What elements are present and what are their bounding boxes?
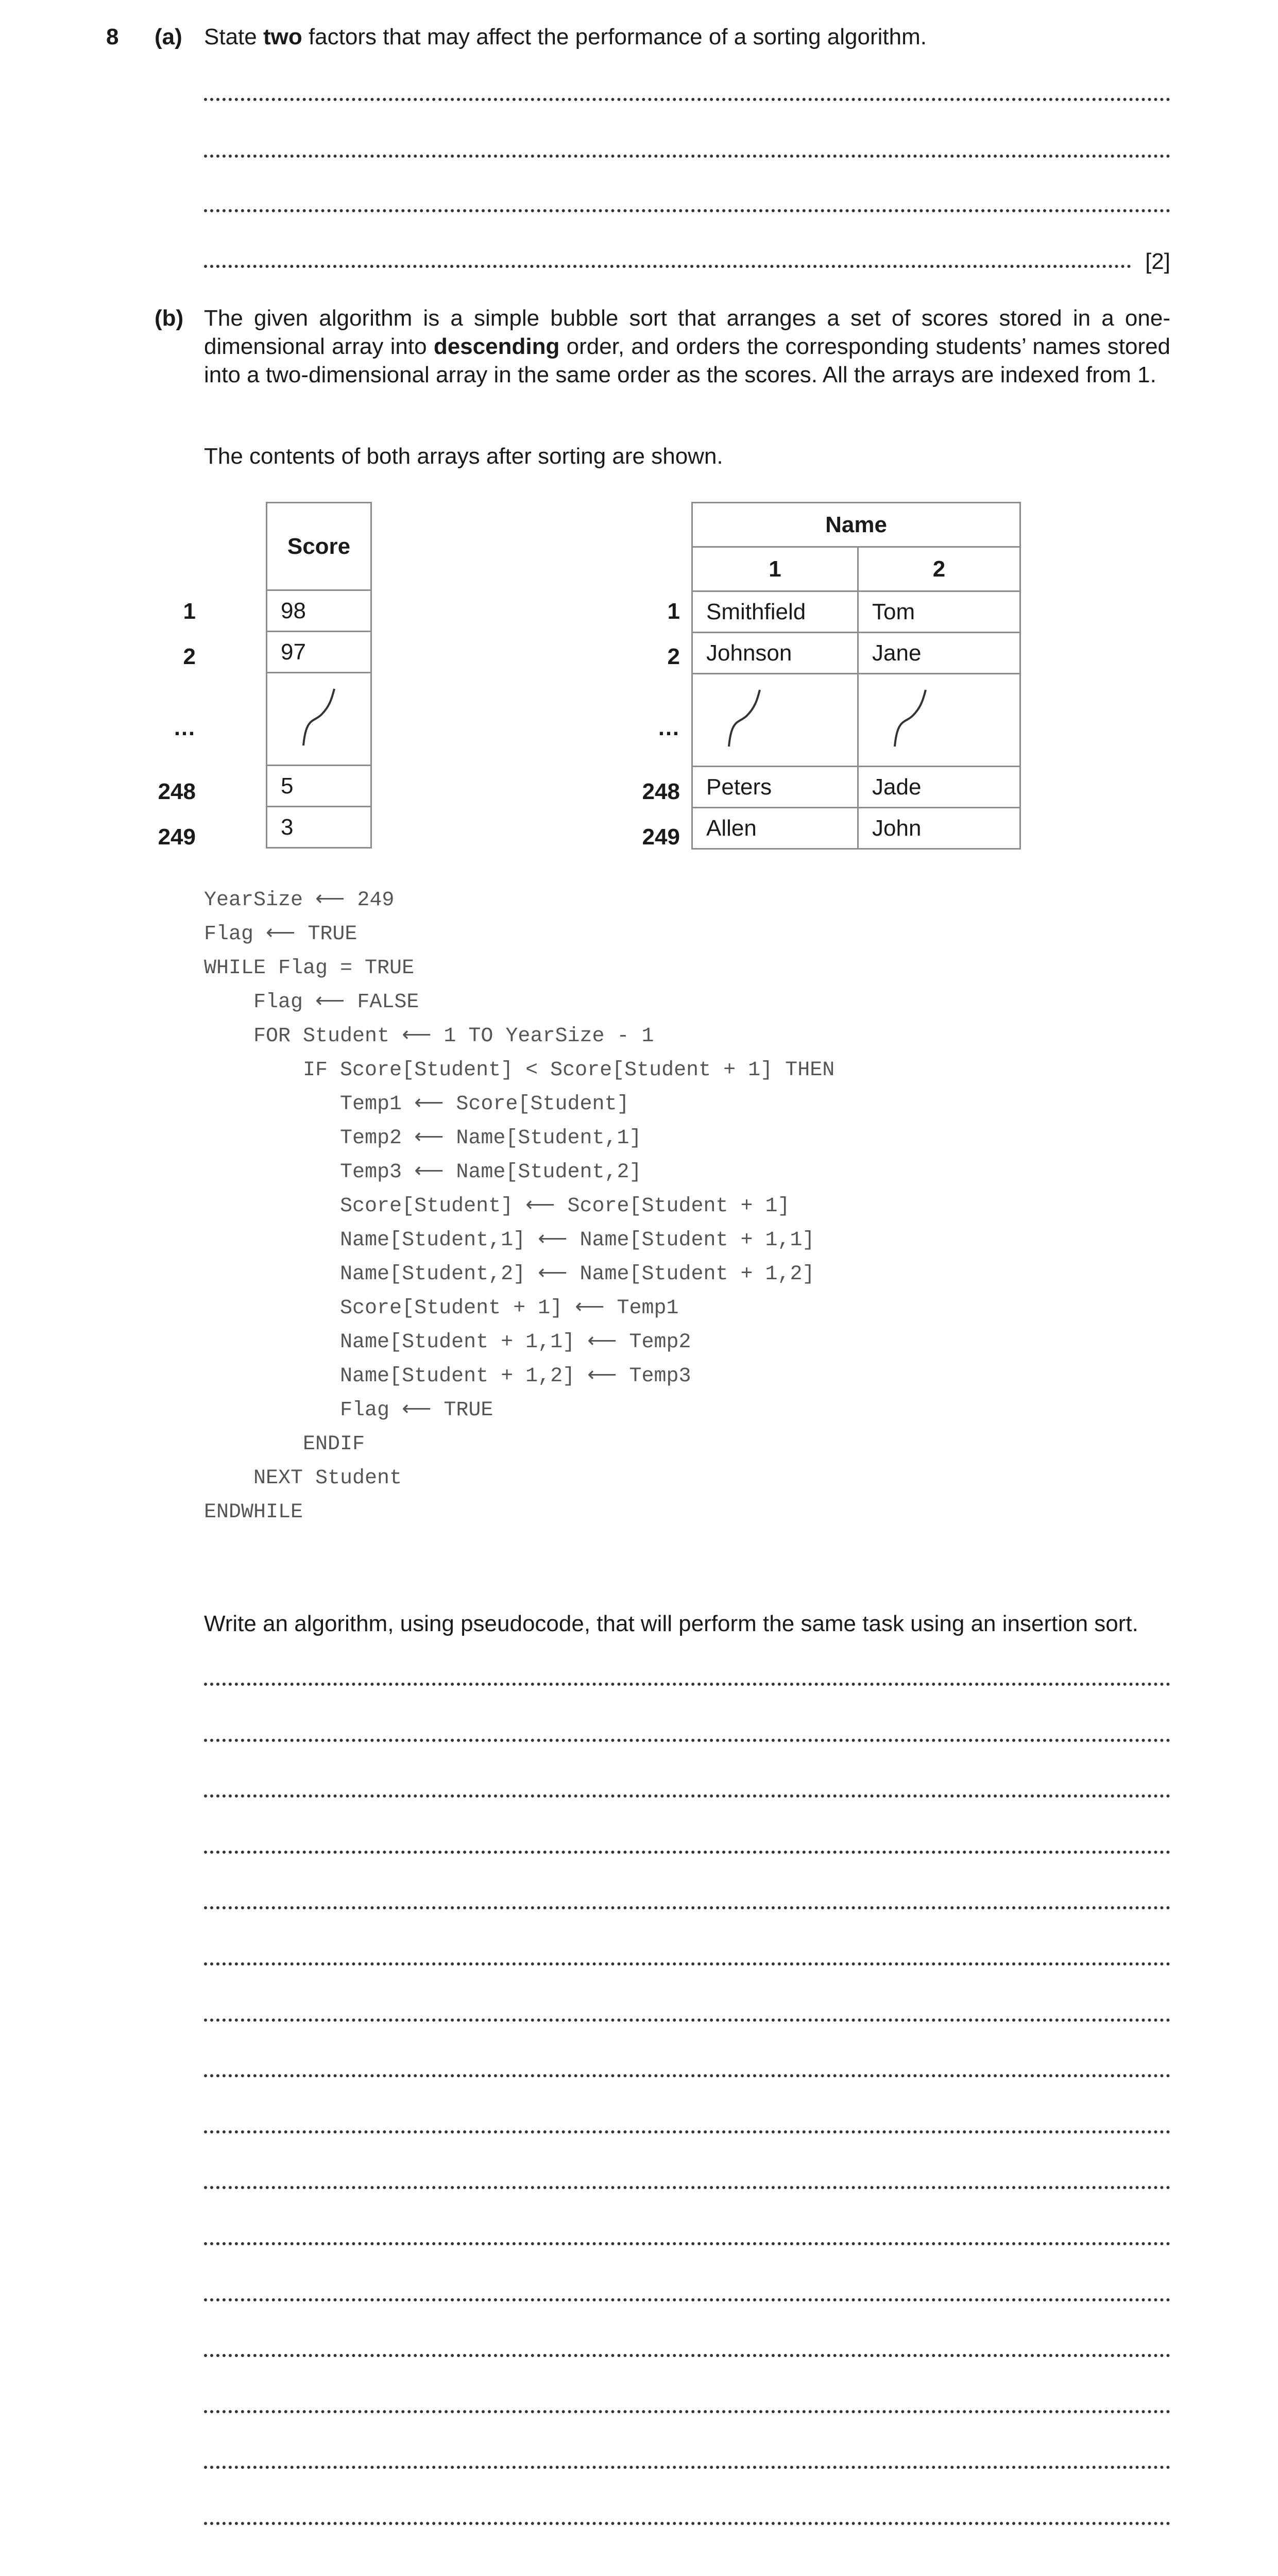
score-row-label: 1 — [183, 599, 196, 624]
score-row-label: … — [173, 715, 196, 740]
score-row-label: 248 — [158, 779, 196, 804]
answer-line[interactable] — [204, 155, 1170, 158]
name-row-label: 248 — [642, 779, 680, 804]
answer-line[interactable] — [204, 2242, 1170, 2245]
part-a-label: (a) — [155, 24, 182, 49]
part-b-text-pre: The given algorithm is a simple bubble sort that arranges a set of scores stored in a one-dimensional array into — [204, 306, 1170, 359]
bubble-sort-pseudocode: YearSize ⟵ 249 Flag ⟵ TRUE WHILE Flag = TRUE Flag ⟵ FALSE FOR Student ⟵ 1 TO YearSize - 1 IF Score[Student] < Score[Student + 1] THEN Temp1 ⟵ Score[Student] Temp2 ⟵ Name[Student,1] Temp3 ⟵ Name[Student,2] Score[Student] ⟵ Score[Student + 1] Name[Student,1] ⟵ Name[Student + 1,1] Name[Student,2] ⟵ Name[Student + 1,2] Score[Student + 1] ⟵ Temp1 Name[Student + 1,1] ⟵ Temp2 Name[Student + 1,2] ⟵ Temp3 Flag ⟵ TRUE ENDIF NEXT Student ENDWHILE — [204, 889, 835, 1524]
name-header: Name — [692, 503, 1020, 547]
score-cell: 98 — [267, 590, 371, 632]
name-cell: Tom — [858, 591, 1020, 633]
name-row-label: 1 — [667, 599, 680, 624]
answer-line[interactable] — [204, 2410, 1170, 2413]
name-cell: Johnson — [692, 633, 858, 674]
answer-line[interactable] — [204, 209, 1170, 212]
score-header: Score — [267, 503, 371, 590]
answer-line[interactable] — [204, 1962, 1170, 1965]
answer-line[interactable] — [204, 1906, 1170, 1909]
score-cell: 97 — [267, 632, 371, 673]
name-cell: Smithfield — [692, 591, 858, 633]
part-b-label: (b) — [155, 306, 184, 331]
name-row-label: … — [657, 715, 680, 740]
name-col-label: 2 — [858, 547, 1020, 591]
part-b-text-post: order, and orders the corresponding students’ names stored into a two-dimensional array in the same order as the scores. All the arrays are indexed from 1. — [204, 334, 1171, 387]
break-squiggle-icon — [719, 687, 770, 752]
arrays-intro: The contents of both arrays after sorting are shown. — [204, 444, 723, 469]
part-a-marks: [2] — [1145, 249, 1170, 274]
answer-line[interactable] — [204, 2130, 1170, 2133]
answer-line[interactable] — [204, 2298, 1170, 2301]
part-a-question — [204, 23, 927, 52]
name-row-label: 2 — [667, 644, 680, 669]
answer-line[interactable] — [204, 2074, 1170, 2077]
score-row-label: 249 — [158, 824, 196, 850]
part-a-text-post: factors that may affect the performance of a sorting algorithm. — [302, 24, 927, 49]
answer-line[interactable] — [204, 265, 1131, 268]
break-squiggle-icon — [884, 687, 936, 752]
answer-line[interactable] — [204, 1739, 1170, 1742]
score-row-label: 2 — [183, 644, 196, 669]
name-col-label: 1 — [692, 547, 858, 591]
part-a-text-pre: State — [204, 24, 263, 49]
answer-line[interactable] — [204, 2522, 1170, 2525]
name-cell: Jade — [858, 767, 1020, 808]
answer-line[interactable] — [204, 1683, 1170, 1686]
name-gap-cell — [692, 674, 858, 767]
score-cell: 5 — [267, 766, 371, 807]
score-cell: 3 — [267, 807, 371, 848]
answer-line[interactable] — [204, 2019, 1170, 2022]
answer-line[interactable] — [204, 2186, 1170, 2189]
name-cell: Peters — [692, 767, 858, 808]
insertion-sort-task: Write an algorithm, using pseudocode, that will perform the same task using an insertion sort. — [204, 1611, 1138, 1636]
part-a-text-bold: two — [263, 24, 302, 49]
name-cell: Jane — [858, 633, 1020, 674]
answer-line[interactable] — [204, 2466, 1170, 2469]
answer-line[interactable] — [204, 98, 1170, 101]
name-cell: Allen — [692, 808, 858, 849]
name-gap-cell — [858, 674, 1020, 767]
answer-line[interactable] — [204, 1794, 1170, 1798]
score-gap-cell — [267, 673, 371, 766]
name-cell: John — [858, 808, 1020, 849]
name-table — [691, 502, 1021, 850]
break-squiggle-icon — [293, 686, 345, 751]
answer-line[interactable] — [204, 2354, 1170, 2357]
score-table — [266, 502, 372, 849]
part-b-text-bold: descending — [433, 334, 560, 359]
part-b-paragraph — [204, 304, 1170, 389]
name-row-label: 249 — [642, 824, 680, 850]
question-number: 8 — [106, 24, 119, 49]
answer-line[interactable] — [204, 1851, 1170, 1854]
